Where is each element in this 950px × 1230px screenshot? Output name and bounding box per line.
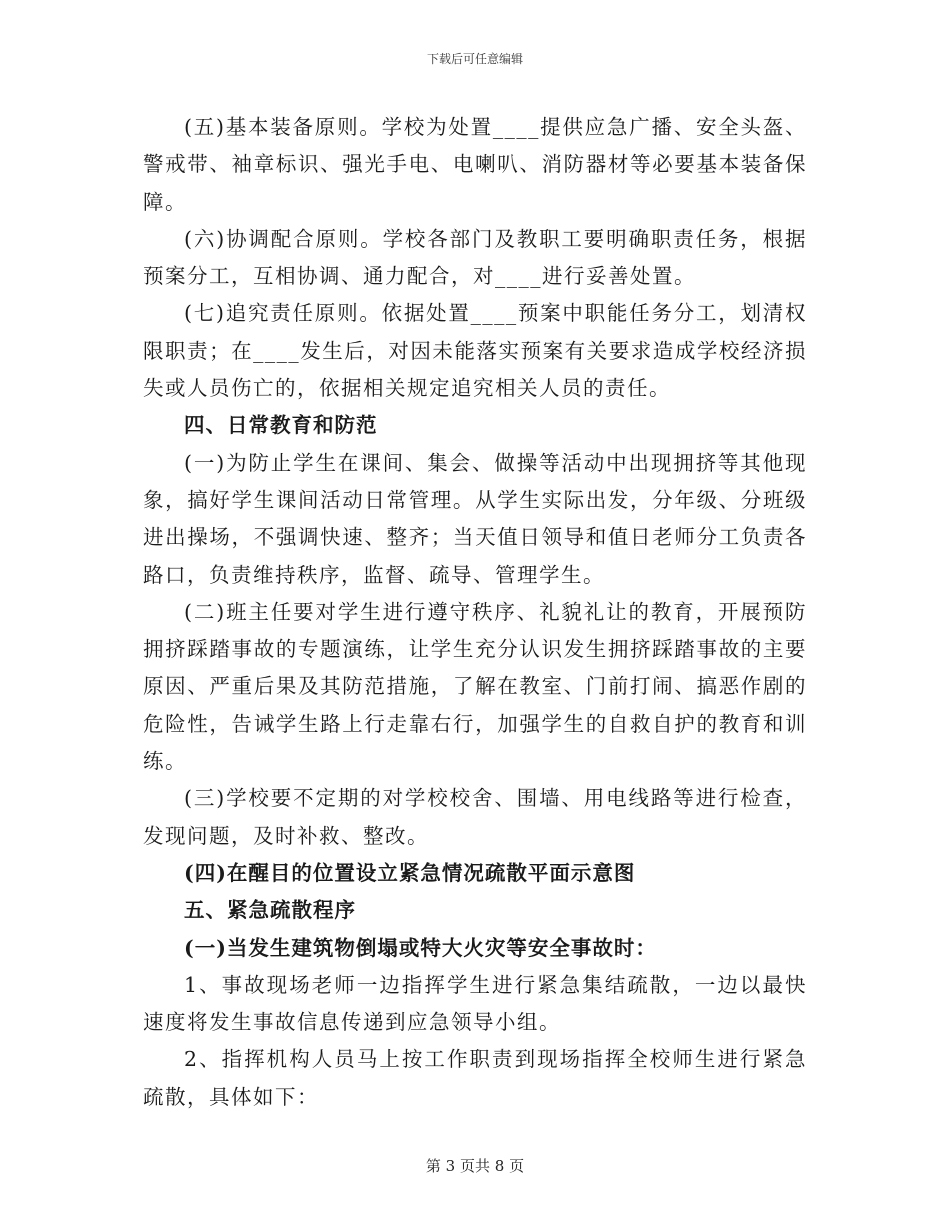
paragraph-4-3: (三)学校要不定期的对学校校舍、围墙、用电线路等进行检查，发现问题，及时补救、整改。 [143, 786, 807, 848]
subheading-5-1: (一)当发生建筑物倒塌或特大火灾等安全事故时： [184, 935, 657, 960]
paragraph-4-1: (一)为防止学生在课间、集会、做操等活动中出现拥挤等其他现象，搞好学生课间活动日常管理。从学生实际出发，分年级、分班级进出操场，不强调快速、整齐；当天值日领导和值日老师分工负责各路口，负责维持秩序，监督、疏导、管理学生。 [143, 450, 807, 587]
step-1: 1、事故现场老师一边指挥学生进行紧急集结疏散，一边以最快速度将发生事故信息传递到应急领导小组。 [143, 972, 807, 1035]
page-footer: 第 3 页共 8 页 [425, 1157, 525, 1175]
paragraph-4-2: (二)班主任要对学生进行遵守秩序、礼貌礼让的教育，开展预防拥挤踩踏事故的专题演练，让学生充分认识发生拥挤踩踏事故的主要原因、严重后果及其防范措施，了解在教室、门前打闹、搞恶作剧的危险性，告诫学生路上行走靠右行，加强学生的自救自护的教育和训练。 [143, 599, 807, 774]
section-heading-5: 五、紧急疏散程序 [184, 898, 356, 923]
page-header: 下载后可任意编辑 [426, 52, 523, 66]
document-body [143, 109, 807, 1116]
step-2: 2、指挥机构人员马上按工作职责到现场指挥全校师生进行紧急疏散，具体如下： [143, 1047, 807, 1109]
paragraph-6-coordination: (六)协调配合原则。学校各部门及教职工要明确职责任务，根据预案分工，互相协调、通力配合，对____进行妥善处置。 [143, 226, 807, 289]
paragraph-5-equipment: (五)基本装备原则。学校为处置____提供应急广播、安全头盔、警戒带、袖章标识、强光手电、电喇叭、消防器材等必要基本装备保障。 [143, 115, 807, 214]
paragraph-4-4: (四)在醒目的位置设立紧急情况疏散平面示意图 [184, 860, 636, 885]
paragraph-7-accountability: (七)追究责任原则。依据处置____预案中职能任务分工，划清权限职责；在____发生后，对因未能落实预案有关要求造成学校经济损失或人员伤亡的，依据相关规定追究相关人员的责任。 [143, 301, 807, 401]
section-heading-4: 四、日常教育和防范 [184, 413, 378, 438]
